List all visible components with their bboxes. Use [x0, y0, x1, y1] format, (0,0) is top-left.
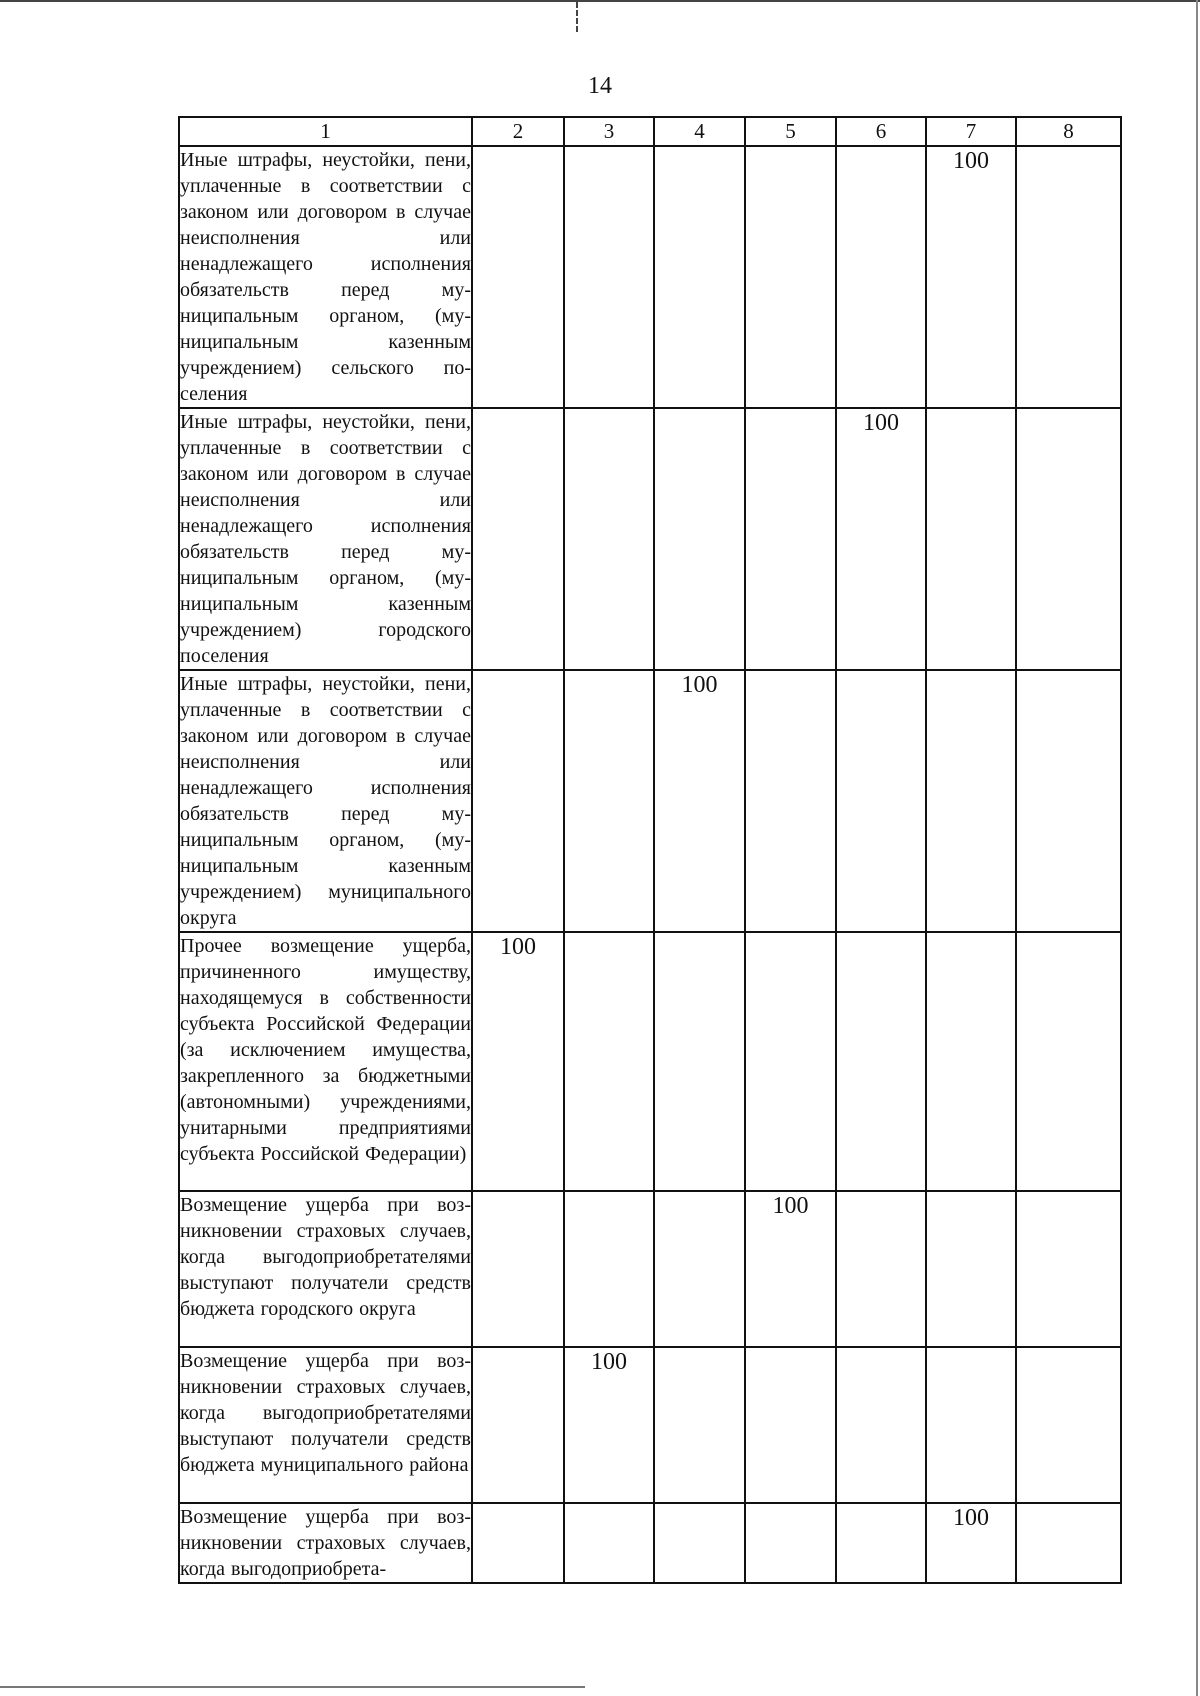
table-cell [472, 1347, 564, 1503]
table-cell [472, 1191, 564, 1347]
table-cell [926, 408, 1016, 670]
table-cell [745, 670, 836, 932]
table-cell [654, 1503, 745, 1583]
table-cell [836, 1347, 926, 1503]
table-cell [745, 408, 836, 670]
table-cell: 100 [926, 1503, 1016, 1583]
table-cell [926, 932, 1016, 1191]
table-cell [654, 1191, 745, 1347]
table-cell [1016, 1191, 1121, 1347]
table-cell [472, 408, 564, 670]
table-cell [836, 932, 926, 1191]
table-cell [564, 408, 654, 670]
table-cell [836, 1191, 926, 1347]
column-header: 1 [179, 117, 472, 146]
table-cell [564, 932, 654, 1191]
table-cell: 100 [926, 146, 1016, 408]
table-cell: 100 [836, 408, 926, 670]
table-cell [745, 1503, 836, 1583]
column-header: 8 [1016, 117, 1121, 146]
column-header: 2 [472, 117, 564, 146]
table-cell [654, 146, 745, 408]
scan-fold-mark [576, 2, 578, 32]
table-cell: 100 [654, 670, 745, 932]
table-row [179, 1347, 1121, 1503]
page-number: 14 [588, 73, 612, 99]
row-description: Возмещение ущерба при возникновении страховых случаев, когда выгодоприобретателями выступают получатели средств бюджета городского округа [179, 1191, 472, 1347]
table-cell [1016, 408, 1121, 670]
table-row [179, 670, 1121, 932]
table-cell [836, 1503, 926, 1583]
table-cell [654, 932, 745, 1191]
scan-top-edge [0, 0, 1200, 2]
table-cell [926, 670, 1016, 932]
data-table [178, 116, 1122, 1584]
scan-right-edge [1196, 0, 1198, 1696]
table-row [179, 1503, 1121, 1583]
table-header-row [179, 117, 1121, 146]
table-cell: 100 [564, 1347, 654, 1503]
table-cell [926, 1347, 1016, 1503]
column-header: 4 [654, 117, 745, 146]
row-description: Возмещение ущерба при возникновении страховых случаев, когда выгодоприобрета- [179, 1503, 472, 1583]
table-cell: 100 [745, 1191, 836, 1347]
table-cell [564, 146, 654, 408]
row-description: Прочее возмещение ущерба, причиненного имуществу, находящемуся в собственности субъекта Российской Федерации (за исключением имущества, закрепленного за бюджетными (автономными) учреждениями, унитарными предприятиями субъекта Российской Федерации) [179, 932, 472, 1191]
table-cell [836, 146, 926, 408]
scan-bottom-edge [0, 1686, 585, 1688]
table-cell [1016, 932, 1121, 1191]
column-header: 6 [836, 117, 926, 146]
table-row [179, 146, 1121, 408]
table-row [179, 932, 1121, 1191]
table-row [179, 1191, 1121, 1347]
row-description: Иные штрафы, неустойки, пени, уплаченные в соответствии с законом или договором в случае неисполнения или ненадлежащего исполнения обязательств перед муниципальным органом, (муниципальным казенным учреждением) муниципального округа [179, 670, 472, 932]
column-header: 7 [926, 117, 1016, 146]
table-cell [836, 670, 926, 932]
table-cell [745, 932, 836, 1191]
row-description: Иные штрафы, неустойки, пени, уплаченные в соответствии с законом или договором в случае неисполнения или ненадлежащего исполнения обязательств перед муниципальным органом, (муниципальным казенным учреждением) сельского поселения [179, 146, 472, 408]
table-cell [654, 1347, 745, 1503]
table-cell [926, 1191, 1016, 1347]
table-cell [1016, 670, 1121, 932]
table-cell [564, 670, 654, 932]
table-cell [472, 1503, 564, 1583]
row-description: Иные штрафы, неустойки, пени, уплаченные в соответствии с законом или договором в случае неисполнения или ненадлежащего исполнения обязательств перед муниципальным органом, (муниципальным казенным учреждением) городского поселения [179, 408, 472, 670]
table-cell [1016, 1347, 1121, 1503]
row-description: Возмещение ущерба при возникновении страховых случаев, когда выгодоприобретателями выступают получатели средств бюджета муниципального района [179, 1347, 472, 1503]
table-cell: 100 [472, 932, 564, 1191]
table-cell [564, 1503, 654, 1583]
table-cell [654, 408, 745, 670]
table-cell [745, 146, 836, 408]
table-cell [564, 1191, 654, 1347]
table-cell [1016, 146, 1121, 408]
table-cell [745, 1347, 836, 1503]
table-cell [1016, 1503, 1121, 1583]
table-cell [472, 670, 564, 932]
column-header: 3 [564, 117, 654, 146]
column-header: 5 [745, 117, 836, 146]
table-row [179, 408, 1121, 670]
table-cell [472, 146, 564, 408]
